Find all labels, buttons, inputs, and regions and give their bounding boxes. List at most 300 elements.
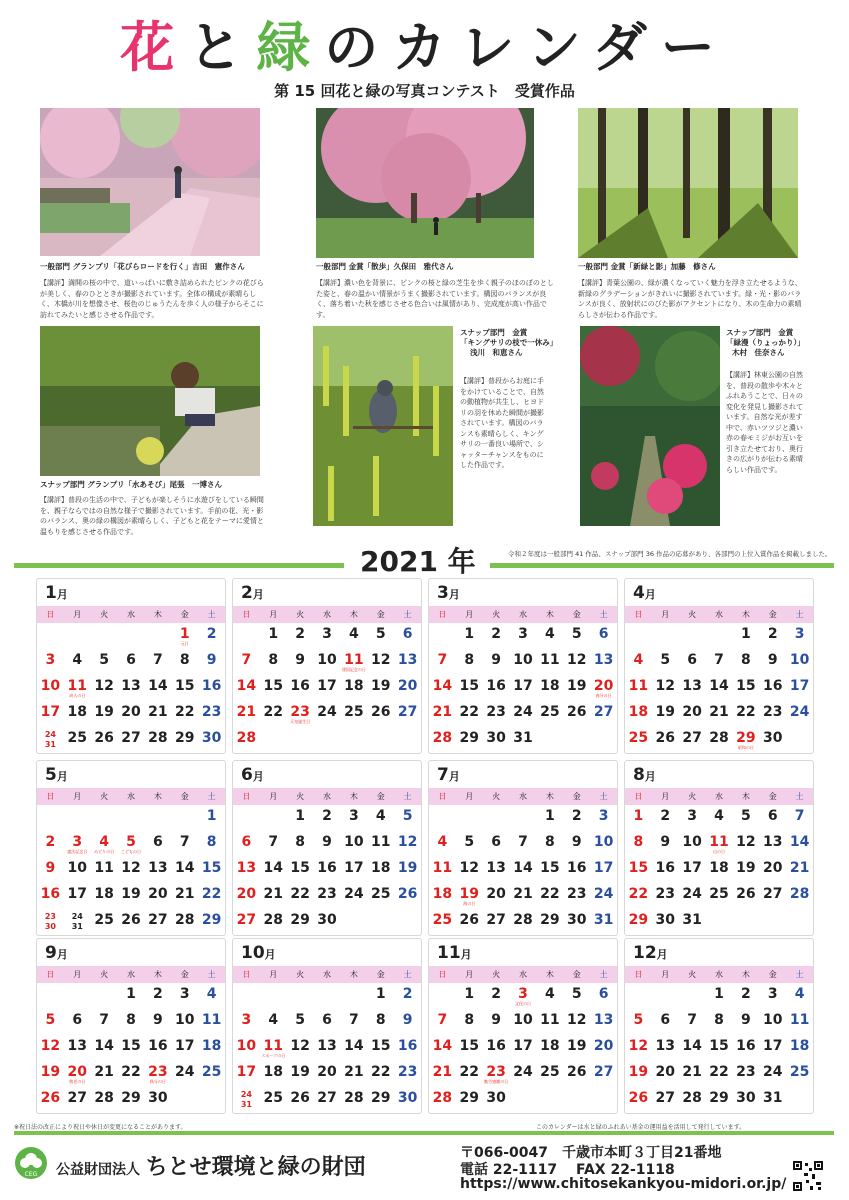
month-number: 1 <box>45 583 57 603</box>
day-cell: 10 <box>513 1012 533 1028</box>
day-grid <box>37 805 225 935</box>
day-cell: 2 <box>571 808 582 824</box>
day-cell: 3 <box>322 626 332 642</box>
day-cell: 26 <box>628 1090 649 1106</box>
day-cell: 16 <box>397 1038 418 1054</box>
day-cell: 11 <box>370 834 391 850</box>
day-cell: 27 <box>486 912 506 928</box>
day-cell: 23 <box>762 704 783 720</box>
day-cell: 20 <box>148 886 168 902</box>
weekday-label: 土 <box>207 970 216 979</box>
day-cell: 22 <box>290 886 310 902</box>
photo-caption: 一般部門 金賞「新緑と影」加藤 修さん <box>578 262 716 271</box>
holiday-name: 憲法記念日 <box>67 849 88 854</box>
day-cell: 13 <box>148 860 168 876</box>
day-cell: 27 <box>593 704 614 720</box>
caption-line: スナップ部門 金賞 <box>460 328 528 337</box>
weekday-label: 土 <box>599 970 608 979</box>
day-cell: 8 <box>464 1012 475 1028</box>
day-cell: 24 <box>513 704 533 720</box>
day-cell: 18 <box>67 704 88 720</box>
month-unit: 月 <box>448 770 460 783</box>
day-cell: 10 <box>317 652 337 668</box>
day-cell: 13 <box>317 1038 337 1054</box>
month-unit: 月 <box>644 770 656 783</box>
weekday-label: 金 <box>180 610 189 619</box>
month-title <box>429 939 617 966</box>
holiday-name: 海の日 <box>463 901 476 906</box>
day-cell: 9 <box>402 1012 413 1028</box>
holiday-note: ※祝日法の改正により祝日や休日が変更になることがあります。 <box>14 1124 187 1131</box>
holiday-name: 文化の日 <box>514 1001 531 1006</box>
day-cell: 15 <box>628 860 649 876</box>
month-unit: 月 <box>252 770 264 783</box>
day-cell: 5 <box>45 1012 56 1028</box>
day-cell: 1 元日 <box>171 623 198 649</box>
day-cell: 29 <box>540 912 560 928</box>
day-cell: 5 <box>660 652 671 668</box>
day-cell: 29 <box>174 730 195 746</box>
weekday-label: 日 <box>634 970 643 979</box>
day-cell: 25 <box>540 1064 560 1080</box>
weekday-header <box>625 606 813 623</box>
day-cell: 22 <box>709 1064 729 1080</box>
day-cell: 17 <box>174 1038 195 1054</box>
day-cell: 1 <box>464 626 475 642</box>
day-cell: 18 <box>789 1038 810 1054</box>
weekday-label: 日 <box>438 970 447 979</box>
day-cell: 27 <box>397 704 418 720</box>
year-note: 令和２年度は一般部門 41 作品、スナップ部門 36 作品の応募があり、各部門の上位入賞作品を掲載しました。 <box>508 550 832 558</box>
day-cell: 6 <box>402 626 413 642</box>
day-cell: 14 <box>94 1038 114 1054</box>
holiday-name: スポーツの日 <box>261 1053 286 1058</box>
day-cell: 30 <box>148 1090 168 1106</box>
day-cell: 25 <box>789 1064 810 1080</box>
day-cell: 1 <box>126 986 136 1002</box>
day-cell: 29 <box>459 1090 480 1106</box>
weekday-label: 火 <box>100 970 109 979</box>
funding-note: このカレンダーは水と緑のふれあい基金の運用益を活用して発行しています。 <box>536 1124 746 1131</box>
photo-grandprix-general <box>40 108 260 256</box>
day-cell: 1 <box>714 986 724 1002</box>
month-unit: 月 <box>264 948 276 961</box>
day-cell: 9 <box>571 834 582 850</box>
day-cell: 21 <box>682 1064 702 1080</box>
empty-day <box>652 983 679 1009</box>
day-cell: 14 <box>432 1038 453 1054</box>
empty-day <box>91 983 118 1009</box>
month-unit: 月 <box>56 948 68 961</box>
day-cell: 28 <box>263 912 284 928</box>
weekday-label: 水 <box>714 610 723 619</box>
weekday-label: 日 <box>46 970 55 979</box>
day-cell: 28 <box>789 886 810 902</box>
day-cell: 22 <box>459 1064 480 1080</box>
day-cell: 1 <box>544 808 555 824</box>
empty-day <box>483 805 510 831</box>
day-cell: 4 みどりの日 <box>91 831 118 857</box>
empty-day <box>429 805 456 831</box>
day-cell: 11 <box>201 1012 222 1028</box>
day-cell: 27 <box>593 1064 614 1080</box>
day-cell: 4 <box>206 986 217 1002</box>
weekday-label: 水 <box>518 610 527 619</box>
day-cell: 19 <box>655 704 676 720</box>
weekday-header <box>429 966 617 983</box>
empty-day <box>118 805 145 831</box>
day-cell: 27 <box>148 912 168 928</box>
month-number: 4 <box>633 583 645 603</box>
month-block <box>232 938 422 1114</box>
day-cell: 25 <box>67 730 88 746</box>
day-cell: 3 <box>794 626 805 642</box>
day-cell: 1 <box>633 808 644 824</box>
day-cell: 24 <box>344 886 364 902</box>
day-cell: 26 <box>370 704 391 720</box>
weekday-label: 水 <box>714 792 723 801</box>
photo-gold-snap-2 <box>580 326 720 526</box>
day-cell: 8 <box>740 652 751 668</box>
weekday-label: 木 <box>545 610 554 619</box>
day-cell: 19 <box>121 886 141 902</box>
weekday-label: 火 <box>296 970 305 979</box>
day-cell: 1 <box>268 626 279 642</box>
empty-day <box>144 623 171 649</box>
day-cell: 6 <box>491 834 501 850</box>
empty-day <box>679 983 706 1009</box>
month-block <box>36 938 226 1114</box>
day-cell: 28 <box>344 1090 364 1106</box>
day-cell: 15 <box>174 678 195 694</box>
day-cell: 15 <box>540 860 560 876</box>
day-cell: 29 <box>459 730 480 746</box>
day-cell: 6 <box>687 652 697 668</box>
day-cell: 5 <box>295 1012 305 1028</box>
day-cell: 8 <box>714 1012 724 1028</box>
day-cell: 9 <box>740 1012 751 1028</box>
day-cell: 19 <box>628 1064 649 1080</box>
month-block <box>36 578 226 754</box>
day-cell: 25 <box>709 886 729 902</box>
day-cell: 3 文化の日 <box>510 983 537 1009</box>
qr-code[interactable] <box>792 1160 824 1192</box>
day-cell: 30 <box>736 1090 756 1106</box>
day-cell: 23 秋分の日 <box>144 1061 171 1087</box>
weekday-header <box>233 966 421 983</box>
holiday-name: 昭和の日 <box>737 745 754 750</box>
day-cell: 2 <box>402 986 413 1002</box>
year-divider-left <box>14 563 344 568</box>
month-unit: 月 <box>252 588 264 601</box>
page-title <box>0 18 849 78</box>
empty-day <box>429 983 456 1009</box>
empty-day <box>706 623 733 649</box>
day-cell: 23 <box>736 1064 756 1080</box>
month-number: 11 <box>437 943 461 963</box>
day-cell: 18 <box>344 678 364 694</box>
day-cell: 18 <box>628 704 649 720</box>
year-divider-right <box>490 563 834 568</box>
day-grid <box>625 983 813 1113</box>
day-cell: 17 <box>67 886 88 902</box>
day-cell: 28 <box>513 912 533 928</box>
day-cell: 15 <box>709 1038 729 1054</box>
day-cell: 19 <box>397 860 418 876</box>
empty-day <box>625 623 652 649</box>
month-title <box>233 579 421 606</box>
empty-day <box>37 805 64 831</box>
day-cell: 22 <box>174 704 195 720</box>
footer-divider <box>14 1131 834 1135</box>
weekday-label: 月 <box>661 792 670 801</box>
photo-caption <box>460 328 560 358</box>
day-cell: 3 <box>348 808 359 824</box>
day-cell: 2 <box>45 834 56 850</box>
month-number: 10 <box>241 943 265 963</box>
day-cell: 7 <box>241 652 252 668</box>
day-cell: 4 <box>714 808 724 824</box>
weekday-label: 月 <box>269 970 278 979</box>
month-title <box>429 761 617 788</box>
day-cell: 26 <box>736 886 756 902</box>
day-cell: 21 <box>432 704 453 720</box>
day-cell: 1 <box>206 808 217 824</box>
weekday-label: 日 <box>242 970 251 979</box>
weekday-label: 金 <box>572 610 581 619</box>
title-to: と <box>188 16 257 79</box>
day-grid <box>625 805 813 935</box>
day-cell: 6 <box>767 808 778 824</box>
day-cell: 8 <box>268 652 279 668</box>
weekday-label: 水 <box>714 970 723 979</box>
weekday-header <box>233 606 421 623</box>
photo-gold-snap-1 <box>313 326 453 526</box>
holiday-name: 勤労感謝の日 <box>484 1079 509 1084</box>
day-cell: 2 <box>767 626 778 642</box>
weekday-label: 火 <box>688 970 697 979</box>
photo-caption: 一般部門 金賞「散歩」久保田 雅代さん <box>316 262 454 271</box>
day-cell: 24 <box>174 1064 195 1080</box>
day-cell: 10 <box>682 834 702 850</box>
day-cell: 10 <box>344 834 364 850</box>
day-cell: 13 <box>397 652 418 668</box>
day-cell: 24 <box>789 704 810 720</box>
day-cell: 27 <box>67 1090 88 1106</box>
weekday-header <box>37 606 225 623</box>
day-cell: 17 <box>593 860 614 876</box>
day-cell: 1 <box>740 626 751 642</box>
day-cell: 23 勤労感謝の日 <box>484 1064 509 1084</box>
day-cell: 14 <box>682 1038 702 1054</box>
weekday-label: 水 <box>126 970 135 979</box>
weekday-label: 火 <box>492 792 501 801</box>
day-cell: 20 <box>397 678 418 694</box>
day-cell: 19 <box>290 1064 310 1080</box>
empty-day <box>456 805 483 831</box>
day-cell: 6 <box>241 834 252 850</box>
day-cell: 13 <box>593 1012 614 1028</box>
day-cell: 3 <box>598 808 609 824</box>
day-cell: 28 <box>148 730 168 746</box>
weekday-label: 土 <box>795 792 804 801</box>
weekday-label: 木 <box>741 792 750 801</box>
day-cell: 21 <box>174 886 195 902</box>
day-cell: 18 <box>370 860 391 876</box>
day-cell: 9 <box>322 834 332 850</box>
day-cell: 22 <box>370 1064 391 1080</box>
weekday-label: 木 <box>153 970 162 979</box>
day-cell: 10 <box>789 652 810 668</box>
subtitle: 第 15 回花と緑の写真コンテスト 受賞作品 <box>274 82 575 100</box>
day-cell: 26 <box>397 886 418 902</box>
day-cell: 16 <box>317 860 337 876</box>
weekday-label: 土 <box>403 610 412 619</box>
day-grid <box>429 983 617 1113</box>
photo-caption <box>726 328 826 358</box>
day-cell: 21 <box>148 704 168 720</box>
day-cell: 19 <box>94 704 114 720</box>
day-cell: 2 <box>491 626 501 642</box>
day-cell: 8 <box>464 652 475 668</box>
logo <box>14 1146 48 1180</box>
day-cell: 25 <box>94 912 114 928</box>
day-cell: 5 <box>571 986 582 1002</box>
day-cell: 12 <box>736 834 756 850</box>
org-title: ちとせ環境と緑の財団 <box>145 1155 366 1180</box>
day-cell: 13 <box>655 1038 676 1054</box>
weekday-label: 日 <box>46 610 55 619</box>
day-cell: 2 <box>206 626 217 642</box>
website-link[interactable]: https://www.chitosekankyou-midori.or.jp/ <box>460 1176 787 1192</box>
empty-day <box>91 623 118 649</box>
day-cell: 2 <box>740 986 751 1002</box>
day-cell: 9 <box>491 652 501 668</box>
day-cell: 30 <box>486 1090 506 1106</box>
month-title <box>625 939 813 966</box>
day-cell: 26 <box>566 1064 587 1080</box>
day-cell: 13 <box>236 860 257 876</box>
day-cell: 20 <box>121 704 141 720</box>
weekday-label: 木 <box>741 970 750 979</box>
weekday-label: 土 <box>403 792 412 801</box>
day-cell: 16 <box>486 678 506 694</box>
day-cell: 29 <box>121 1090 141 1106</box>
weekday-label: 火 <box>688 610 697 619</box>
day-cell: 1 <box>464 986 475 1002</box>
day-cell: 15 <box>459 1038 480 1054</box>
day-cell: 4 <box>268 1012 279 1028</box>
empty-day <box>37 623 64 649</box>
day-cell: 23 <box>397 1064 418 1080</box>
day-cell: 5 <box>99 652 109 668</box>
month-number: 3 <box>437 583 449 603</box>
day-cell: 5 <box>375 626 386 642</box>
day-cell: 9 <box>295 652 305 668</box>
day-cell: 25 <box>540 704 560 720</box>
day-cell: 4 <box>375 808 386 824</box>
day-cell: 5 <box>402 808 413 824</box>
day-cell: 20 <box>317 1064 337 1080</box>
day-cell: 19 <box>566 678 587 694</box>
day-cell: 24 31 <box>44 730 56 749</box>
day-cell: 20 <box>486 886 506 902</box>
day-cell: 6 <box>660 1012 671 1028</box>
day-cell: 15 <box>290 860 310 876</box>
day-cell: 6 <box>598 986 609 1002</box>
day-cell: 3 <box>45 652 56 668</box>
weekday-label: 土 <box>207 610 216 619</box>
day-cell: 11 <box>540 1012 560 1028</box>
day-cell: 27 <box>236 912 257 928</box>
day-cell: 16 <box>762 678 783 694</box>
empty-day <box>287 983 314 1009</box>
day-cell: 14 <box>236 678 257 694</box>
day-cell: 25 <box>628 730 649 746</box>
day-cell: 12 <box>40 1038 61 1054</box>
day-cell: 24 31 <box>71 912 83 931</box>
weekday-label: 金 <box>180 792 189 801</box>
day-cell: 5 <box>633 1012 644 1028</box>
day-cell: 21 <box>263 886 284 902</box>
month-number: 7 <box>437 765 449 785</box>
month-unit: 月 <box>656 948 668 961</box>
weekday-label: 月 <box>465 792 474 801</box>
month-block <box>232 760 422 936</box>
day-cell: 12 <box>655 678 676 694</box>
photo-comment: 【講評】普段の生活の中で、子どもが楽しそうに水遊びをしている瞬間を、親子ならではの自然な様子で撮影されています。手前の花、光・影のバランス、奥の緑の構図が素晴らしく、子どもと花をテーマに愛情と温もりを感じさせる作品です。 <box>40 496 264 536</box>
day-cell: 3 <box>518 626 528 642</box>
day-cell: 21 <box>789 860 810 876</box>
weekday-label: 月 <box>661 610 670 619</box>
day-cell: 7 <box>714 652 724 668</box>
empty-day <box>144 805 171 831</box>
day-cell: 17 <box>682 860 702 876</box>
day-cell: 14 <box>344 1038 364 1054</box>
day-cell: 10 <box>762 1012 783 1028</box>
day-cell: 7 <box>687 1012 697 1028</box>
day-cell: 7 <box>437 1012 448 1028</box>
day-cell: 10 <box>236 1038 257 1054</box>
day-cell: 29 <box>290 912 310 928</box>
day-cell: 30 <box>566 912 587 928</box>
weekday-label: 木 <box>545 970 554 979</box>
day-cell: 12 <box>397 834 418 850</box>
empty-day <box>233 623 260 649</box>
day-cell: 16 <box>566 860 587 876</box>
day-cell: 11 <box>540 652 560 668</box>
weekday-label: 木 <box>153 792 162 801</box>
day-cell: 9 <box>45 860 56 876</box>
day-cell: 31 <box>593 912 614 928</box>
day-cell: 6 <box>72 1012 83 1028</box>
day-cell: 9 <box>660 834 671 850</box>
weekday-label: 土 <box>403 970 412 979</box>
day-cell: 11 山の日 <box>706 831 733 857</box>
day-cell: 4 <box>794 986 805 1002</box>
weekday-label: 土 <box>599 610 608 619</box>
org-name <box>56 1150 366 1181</box>
day-cell: 13 <box>593 652 614 668</box>
weekday-label: 火 <box>296 610 305 619</box>
day-cell: 17 <box>236 1064 257 1080</box>
day-cell: 12 <box>566 1012 587 1028</box>
empty-day <box>510 805 537 831</box>
photo-comment: 【講評】普段からお庭に手をかけていることで、自然の動植物が共生し、ヒヨドリの羽を休めた瞬間が撮影されています。構図のバランスも素晴らしく、キングサリの一番良い場所で、シャッターチャンスをものにした作品です。 <box>460 377 544 469</box>
day-cell: 17 <box>513 1038 533 1054</box>
day-cell: 31 <box>762 1090 783 1106</box>
holiday-name: 敬老の日 <box>69 1079 86 1084</box>
